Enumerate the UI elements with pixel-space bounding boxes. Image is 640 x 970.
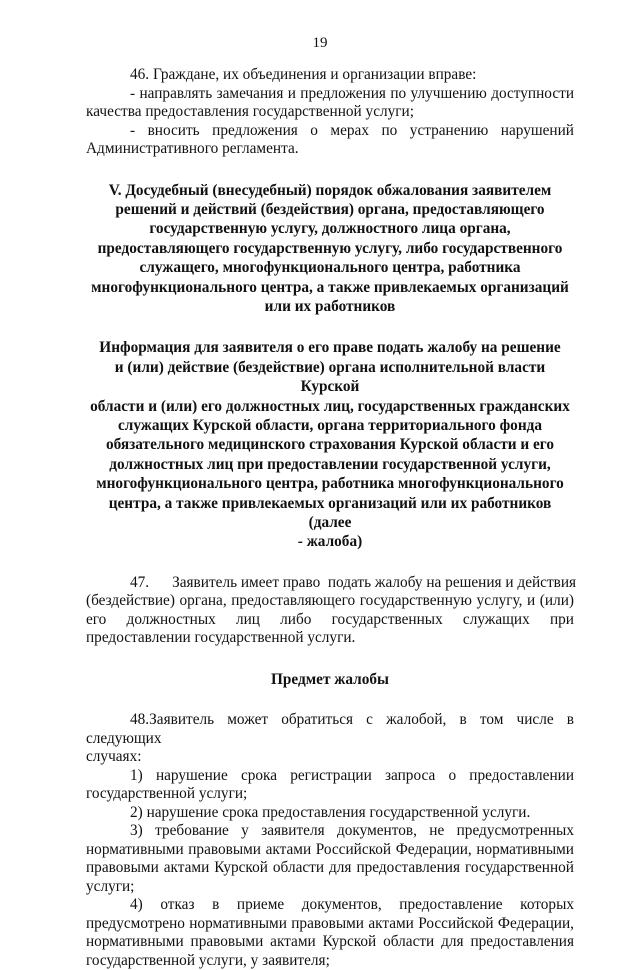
heading-line: Информация для заявителя о его праве подать жалобу на решение <box>99 339 561 357</box>
text-line: его должностных лиц либо государственных служащих при <box>86 610 574 628</box>
heading-line: многофункционального центра, работника многофункционального <box>96 475 564 493</box>
page-number: 19 <box>312 35 328 51</box>
text-line: предоставлении государственной услуги. <box>86 629 356 647</box>
heading-line: должностных лиц при предоставлении государственной услуги, <box>109 455 551 473</box>
heading-line: V. Досудебный (внесудебный) порядок обжалования заявителем <box>108 181 552 199</box>
text-line: 46. Граждане, их объединения и организации вправе: <box>130 66 477 83</box>
list-item-line: правовыми актами Курской области для предоставления государственной <box>86 859 574 877</box>
list-item-line: 4) отказ в приеме документов, предоставление которых <box>130 896 574 914</box>
text-line: Административного регламента. <box>86 140 299 157</box>
paragraph-46 <box>86 66 574 159</box>
subject-heading: Предмет жалобы <box>271 670 389 688</box>
section-v-heading <box>86 181 574 317</box>
heading-line: многофункционального центра, а также привлекаемых организаций <box>91 278 569 296</box>
page-content <box>86 0 577 970</box>
text-line: 48.Заявитель может обратиться с жалобой, в том числе в следующих <box>86 711 574 747</box>
text-line: - направлять замечания и предложения по улучшению доступности <box>130 84 574 102</box>
paragraph-47 <box>86 573 577 648</box>
list-item-line: услуги; <box>86 877 135 895</box>
list-item-line: государственной услуги; <box>86 785 248 803</box>
heading-line: - жалоба) <box>297 533 363 551</box>
list-item-line: нормативными правовыми актами Курской области для предоставления <box>86 933 574 951</box>
heading-line: центра, а также привлекаемых организаций или их работников (далее <box>108 494 552 531</box>
list-item-line: государственной услуги, у заявителя; <box>86 951 330 969</box>
heading-line: решений и действий (бездействия) органа, предоставляющего <box>115 200 545 218</box>
heading-line: государственную услугу, должностного лица органа, <box>149 220 511 238</box>
text-line: качества предоставления государственной услуги; <box>86 103 414 120</box>
text-line: случаях: <box>86 748 142 766</box>
heading-line: или их работников <box>264 297 396 315</box>
list-item-line: 1) нарушение срока регистрации запроса о предоставлении <box>130 766 574 784</box>
paragraph-48 <box>86 711 574 970</box>
list-item-line: предусмотрено нормативными правовыми актами Российской Федерации, <box>86 914 574 932</box>
heading-line: предоставляющего государственную услугу, либо государственного <box>97 239 563 257</box>
heading-line: служащего, многофункционального центра, работника <box>139 259 521 277</box>
heading-line: обязательного медицинского страхования Курской области и его <box>105 436 555 454</box>
complaint-info-heading <box>86 338 574 551</box>
heading-line: служащих Курской области, органа территориального фонда <box>117 416 543 434</box>
text-line: - вносить предложения о мерах по устранению нарушений <box>130 121 574 139</box>
list-item-line: 3) требование у заявителя документов, не предусмотренных <box>130 822 574 840</box>
heading-line: области и (или) его должностных лиц, государственных гражданских <box>90 397 570 415</box>
list-item-line: нормативными правовыми актами Российской Федерации, нормативными <box>86 840 574 858</box>
list-item-line: 2) нарушение срока предоставления государственной услуги. <box>130 803 531 821</box>
text-line: 47. Заявитель имеет право подать жалобу на решения и действия <box>130 573 577 591</box>
heading-line: и (или) действие (бездействие) органа исполнительной власти Курской <box>114 358 546 396</box>
text-line: (бездействие) органа, предоставляющего государственную услугу, и (или) <box>86 592 574 610</box>
